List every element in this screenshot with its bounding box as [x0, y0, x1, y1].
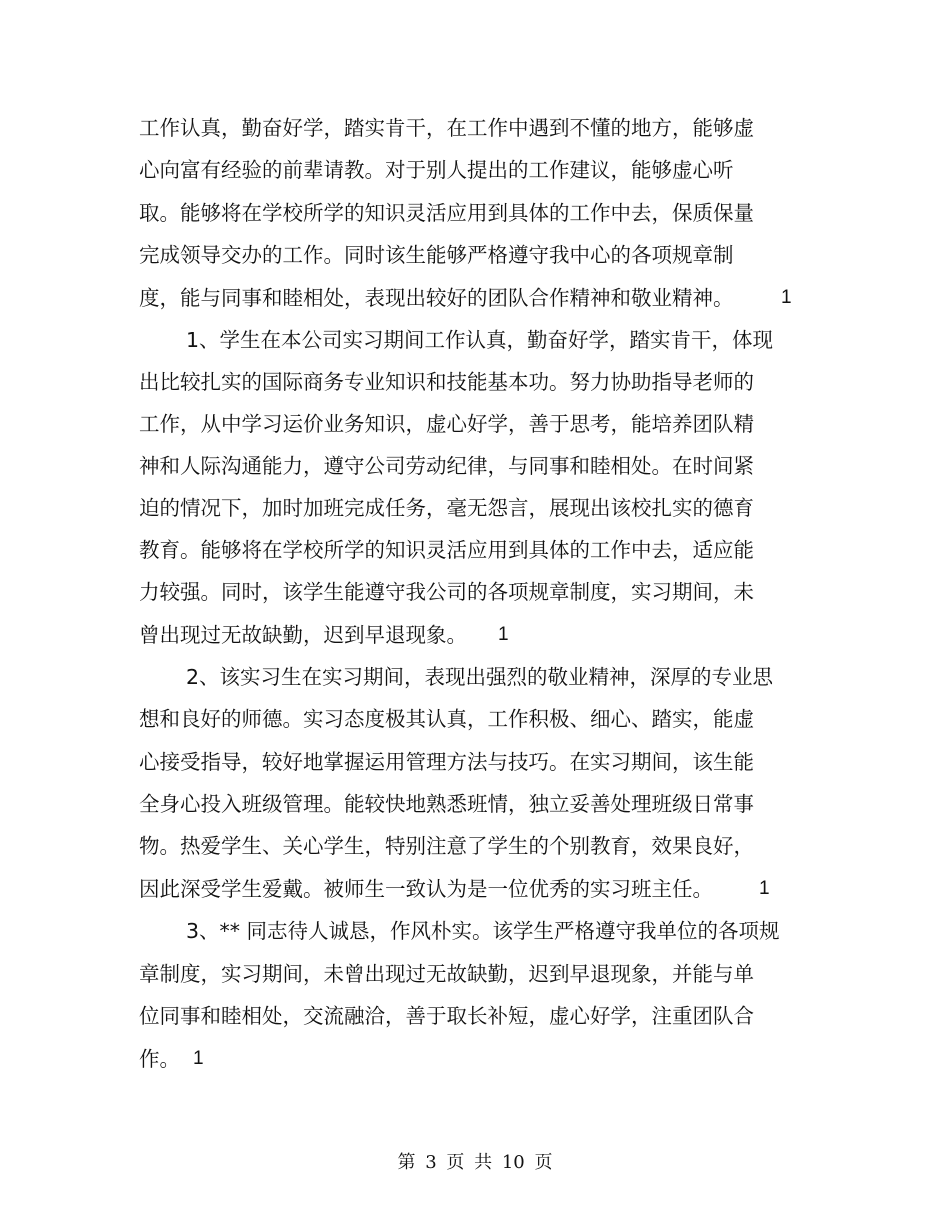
- text-line: 位同事和睦相处，交流融洽，善于取长补短，虚心好学，注重团队合: [139, 1004, 754, 1028]
- text-line: 力较强。同时，该学生能遵守我公司的各项规章制度，实习期间，未: [139, 580, 754, 604]
- text-line: 心向富有经验的前辈请教。对于别人提出的工作建议，能够虚心听: [139, 158, 734, 182]
- text-line: 神和人际沟通能力，遵守公司劳动纪律，与同事和睦相处。在时间紧: [139, 454, 754, 478]
- text-line: 全身心投入班级管理。能较快地熟悉班情，独立妥善处理班级日常事: [139, 792, 754, 816]
- footnote-mark: 1: [193, 1048, 204, 1069]
- text-line: 教育。能够将在学校所学的知识灵活应用到具体的工作中去，适应能: [139, 538, 754, 562]
- text-line: 工作，从中学习运价业务知识，虚心好学，善于思考，能培养团队精: [139, 412, 754, 436]
- text-line: 章制度，实习期间，未曾出现过无故缺勤，迟到早退现象，并能与单: [139, 962, 754, 986]
- text-line: 工作认真，勤奋好学，踏实肯干，在工作中遇到不懂的地方，能够虚: [139, 116, 754, 140]
- text-line: 1、学生在本公司实习期间工作认真，勤奋好学，踏实肯干，体现: [186, 328, 774, 352]
- text-line: 想和良好的师德。实习态度极其认真，工作积极、细心、踏实，能虚: [139, 707, 754, 731]
- text-line: 3、** 同志待人诚恳，作风朴实。该学生严格遵守我单位的各项规: [186, 919, 780, 943]
- text-line: 出比较扎实的国际商务专业知识和技能基本功。努力协助指导老师的: [139, 370, 754, 394]
- text-line: 物。热爱学生、关心学生，特别注意了学生的个别教育，效果良好，: [139, 834, 754, 858]
- text-line: 迫的情况下，加时加班完成任务，毫无怨言，展现出该校扎实的德育: [139, 496, 754, 520]
- text-line: 作。: [139, 1047, 180, 1071]
- text-line: 完成领导交办的工作。同时该生能够严格遵守我中心的各项规章制: [139, 243, 734, 267]
- text-line: 取。能够将在学校所学的知识灵活应用到具体的工作中去，保质保量: [139, 201, 754, 225]
- footnote-mark: 1: [759, 878, 770, 899]
- text-line: 度，能与同事和睦相处，表现出较好的团队合作精神和敬业精神。: [139, 286, 734, 310]
- text-line: 心接受指导，较好地掌握运用管理方法与技巧。在实习期间，该生能: [139, 750, 754, 774]
- text-line: 曾出现过无故缺勤，迟到早退现象。: [139, 623, 467, 647]
- footnote-mark: 1: [781, 287, 792, 308]
- page-number-footer: 第 3 页 共 10 页: [397, 1152, 553, 1173]
- text-line: 2、该实习生在实习期间，表现出强烈的敬业精神，深厚的专业思: [186, 665, 774, 689]
- footnote-mark: 1: [498, 624, 509, 645]
- text-line: 因此深受学生爱戴。被师生一致认为是一位优秀的实习班主任。: [139, 877, 713, 901]
